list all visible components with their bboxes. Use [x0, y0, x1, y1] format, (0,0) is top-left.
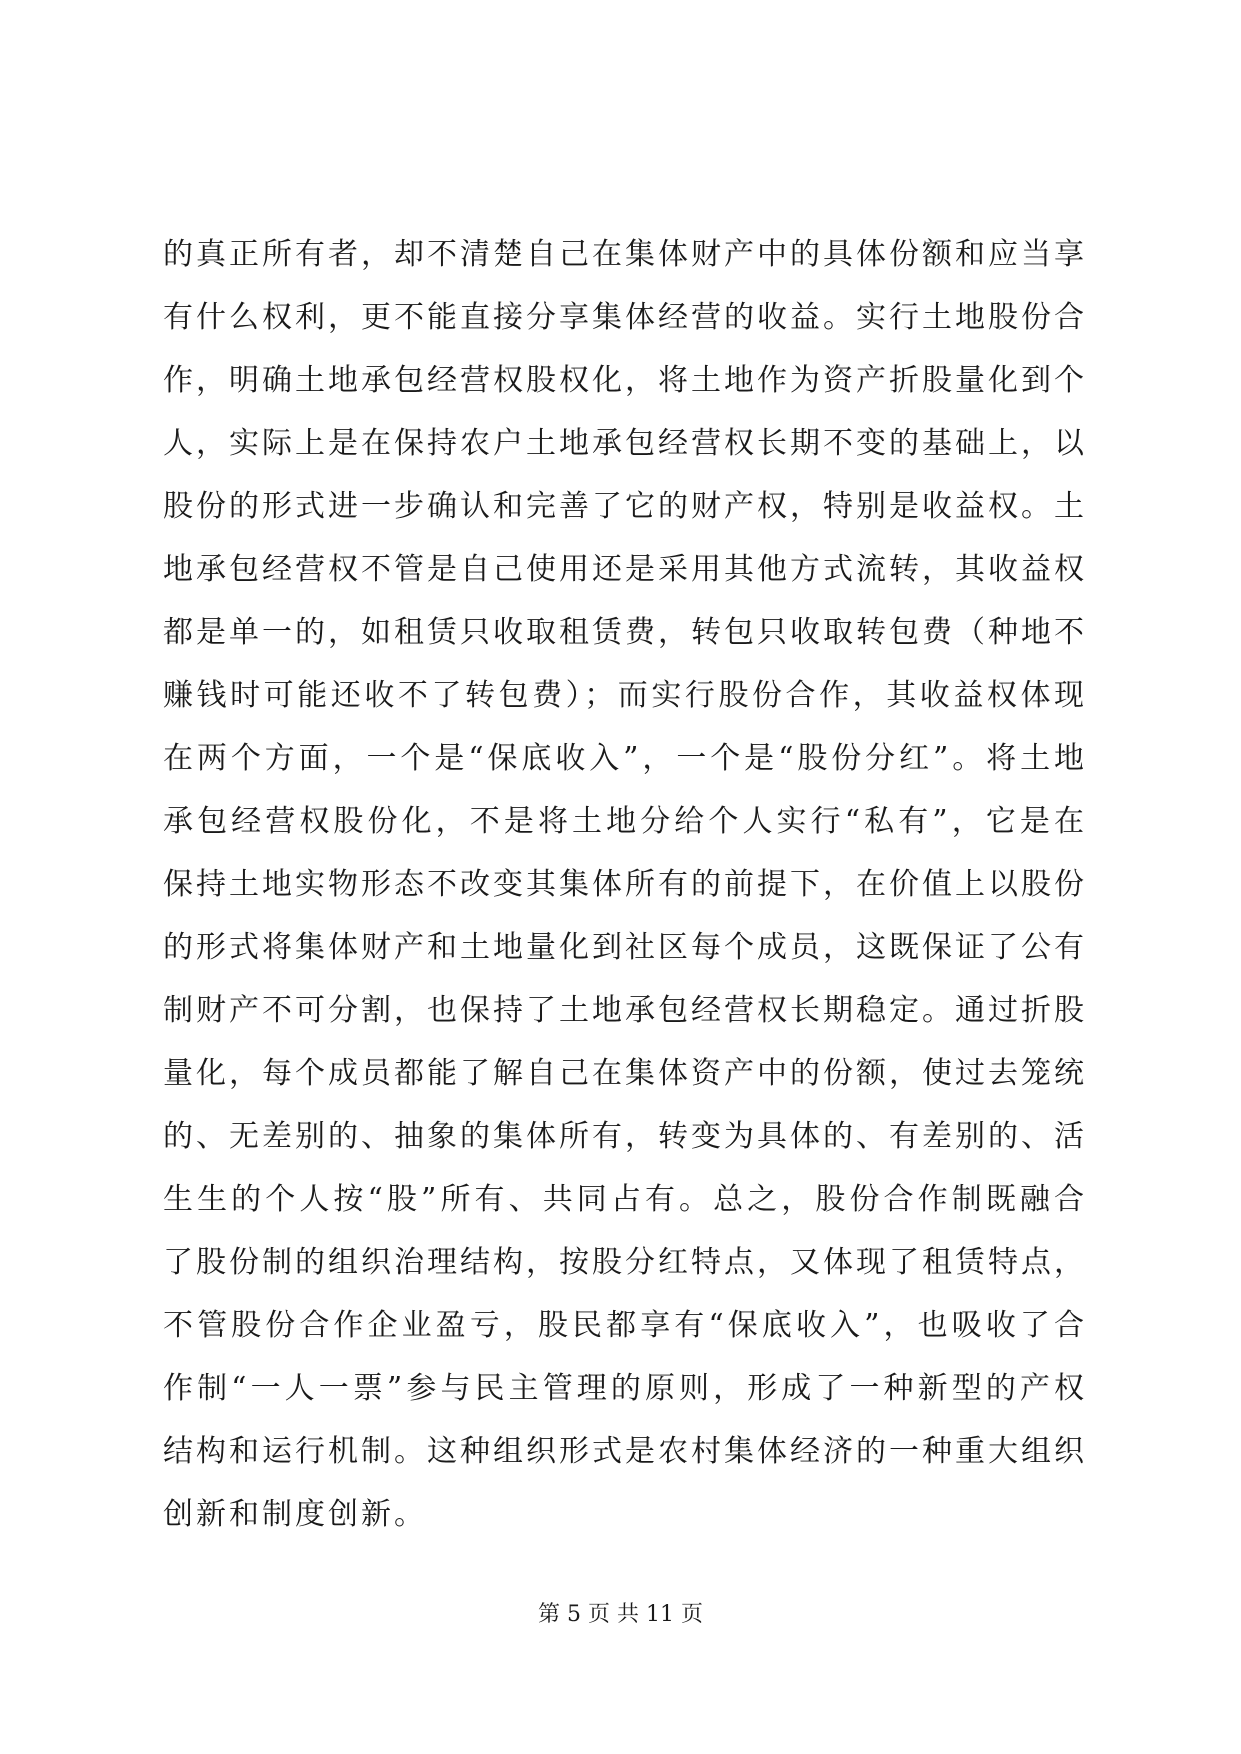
- text-line: 人，实际上是在保持农户土地承包经营权长期不变的基础上，以: [163, 426, 1087, 461]
- text-line: 了股份制的组织治理结构，按股分红特点，又体现了租赁特点，: [163, 1245, 1087, 1280]
- text-line: 结构和运行机制。这种组织形式是农村集体经济的一种重大组织: [163, 1434, 1087, 1469]
- text-line: 承包经营权股份化，不是将土地分给个人实行“私有”，它是在: [163, 804, 1087, 839]
- text-line: 股份的形式进一步确认和完善了它的财产权，特别是收益权。土: [163, 489, 1087, 524]
- text-line: 地承包经营权不管是自己使用还是采用其他方式流转，其收益权: [163, 552, 1087, 587]
- text-line: 都是单一的，如租赁只收取租赁费，转包只收取转包费（种地不: [163, 615, 1087, 650]
- text-line: 有什么权利，更不能直接分享集体经营的收益。实行土地股份合: [163, 300, 1087, 335]
- text-line: 量化，每个成员都能了解自己在集体资产中的份额，使过去笼统: [163, 1056, 1087, 1091]
- text-line: 创新和制度创新。: [163, 1497, 427, 1532]
- text-line: 作，明确土地承包经营权股权化，将土地作为资产折股量化到个: [163, 363, 1087, 398]
- text-line: 作制“一人一票”参与民主管理的原则，形成了一种新型的产权: [163, 1371, 1087, 1406]
- text-line: 的、无差别的、抽象的集体所有，转变为具体的、有差别的、活: [163, 1119, 1087, 1154]
- text-line: 在两个方面，一个是“保底收入”，一个是“股份分红”。将土地: [163, 741, 1087, 776]
- text-line: 生生的个人按“股”所有、共同占有。总之，股份合作制既融合: [163, 1182, 1087, 1217]
- body-text: [163, 223, 1087, 1546]
- text-line: 制财产不可分割，也保持了土地承包经营权长期稳定。通过折股: [163, 993, 1087, 1028]
- text-line: 的形式将集体财产和土地量化到社区每个成员，这既保证了公有: [163, 930, 1087, 965]
- page-number-footer: 第 5 页 共 11 页: [538, 1602, 703, 1627]
- text-line: 的真正所有者，却不清楚自己在集体财产中的具体份额和应当享: [163, 237, 1087, 272]
- text-line: 不管股份合作企业盈亏，股民都享有“保底收入”，也吸收了合: [163, 1308, 1087, 1343]
- text-line: 保持土地实物形态不改变其集体所有的前提下，在价值上以股份: [163, 867, 1087, 902]
- text-line: 赚钱时可能还收不了转包费）；而实行股份合作，其收益权体现: [163, 678, 1087, 713]
